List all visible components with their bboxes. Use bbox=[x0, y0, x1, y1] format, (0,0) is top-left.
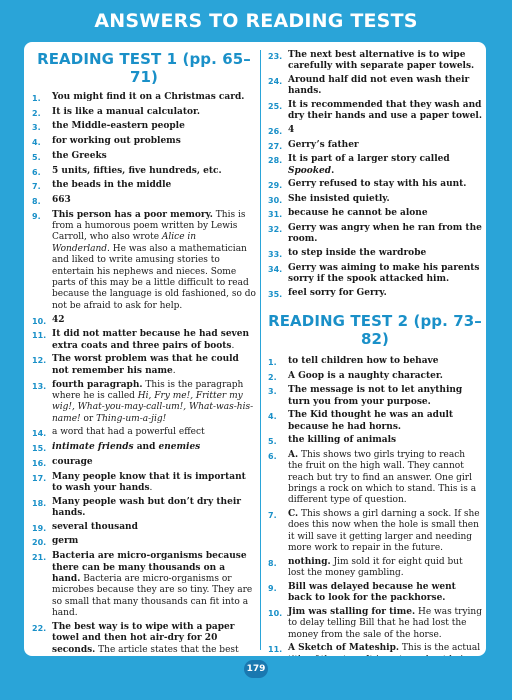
answer-text bbox=[288, 140, 482, 152]
answer-number: 5. bbox=[32, 152, 41, 162]
answer-text bbox=[288, 194, 482, 206]
answer-text-segment: Bill was delayed because he went back to look for the packhorse. bbox=[288, 581, 456, 604]
answer-number: 20. bbox=[32, 538, 47, 548]
answer-item bbox=[268, 154, 482, 177]
answer-text bbox=[288, 371, 482, 383]
answer-text-segment: Gerry was angry when he ran from the room. bbox=[288, 222, 482, 245]
answer-item bbox=[32, 536, 256, 548]
answer-text bbox=[52, 195, 256, 207]
answer-text-segment: C. bbox=[288, 508, 299, 519]
answer-number: 35. bbox=[268, 289, 283, 299]
answer-number: 2. bbox=[268, 372, 277, 382]
answer-text-segment: The worst problem was that he could not remember his name bbox=[52, 354, 239, 376]
answer-text-segment: and bbox=[133, 442, 159, 453]
answer-number: 15. bbox=[32, 444, 47, 454]
answer-text-segment: the Middle-eastern people bbox=[52, 121, 185, 132]
answer-item bbox=[268, 75, 482, 98]
answer-text-segment: the killing of animals bbox=[288, 435, 397, 446]
answer-number: 12. bbox=[32, 356, 47, 366]
answer-text-segment: He was also a mathematician and liked to write amusing stories to entertain his nephews and nieces. Some parts of this may be a little difficult to read because the language is old fashioned, so do not be afraid to ask for help. bbox=[52, 243, 256, 311]
answer-item bbox=[268, 607, 482, 641]
answer-text-segment: . bbox=[149, 482, 153, 493]
answer-number: 29. bbox=[268, 181, 283, 191]
answer-text bbox=[52, 315, 256, 327]
answer-number: 4. bbox=[32, 138, 41, 148]
answer-text-segment: . bbox=[331, 165, 335, 176]
answer-text-segment: 42 bbox=[52, 314, 65, 325]
answer-item bbox=[32, 180, 256, 192]
answer-number: 1. bbox=[32, 94, 41, 103]
answer-number: 9. bbox=[268, 583, 277, 593]
answer-item bbox=[32, 354, 256, 377]
answer-number: 34. bbox=[268, 264, 283, 274]
answer-number: 14. bbox=[32, 429, 47, 439]
answer-number: 2. bbox=[32, 108, 41, 118]
answer-text bbox=[52, 136, 256, 148]
answer-item bbox=[32, 107, 256, 119]
section-heading-test-1: READING TEST 1 (pp. 65–71) bbox=[37, 50, 251, 86]
answer-number: 17. bbox=[32, 473, 47, 483]
answer-item bbox=[32, 151, 256, 163]
column-divider bbox=[260, 50, 261, 650]
answer-number: 22. bbox=[32, 623, 47, 633]
answer-text-segment: Thing-um-a-jig! bbox=[96, 413, 167, 424]
answer-text-segment: . bbox=[231, 340, 235, 351]
answer-item bbox=[268, 450, 482, 507]
answer-number: 27. bbox=[268, 141, 283, 151]
answer-number: 3. bbox=[32, 123, 41, 133]
answer-text-segment: The article states that the best bbox=[98, 644, 239, 655]
answer-text-segment: She insisted quietly. bbox=[288, 193, 390, 204]
answer-text bbox=[52, 442, 256, 454]
answer-text bbox=[52, 457, 256, 469]
answer-text bbox=[52, 121, 256, 133]
answer-text-segment: The message is not to let anything turn you from your purpose. bbox=[288, 385, 463, 407]
answer-text-segment: A Sketch of Mateship. bbox=[288, 643, 400, 654]
answer-text bbox=[52, 92, 256, 104]
answer-number: 26. bbox=[268, 127, 283, 136]
answer-item bbox=[32, 427, 256, 439]
answer-text bbox=[52, 180, 256, 192]
answer-text-segment: He was trying to delay telling Bill that he had lost the money from the sale of the horse. bbox=[288, 606, 482, 640]
answer-text bbox=[52, 166, 256, 178]
answer-text bbox=[288, 223, 482, 246]
answer-text-segment: A. bbox=[288, 449, 299, 460]
answer-text bbox=[288, 248, 482, 260]
answer-item bbox=[32, 442, 256, 454]
answer-text-segment: or bbox=[80, 413, 97, 424]
answer-item bbox=[268, 435, 482, 447]
answer-text bbox=[52, 472, 256, 495]
answer-text-segment: Jim was stalling for time. bbox=[288, 606, 416, 617]
answer-number: 28. bbox=[268, 156, 283, 166]
answer-number: 25. bbox=[268, 102, 283, 111]
answer-text-segment: It did not matter because he had seven extra coats and three pairs of boots bbox=[52, 329, 250, 351]
answer-item bbox=[32, 522, 256, 534]
answer-text-segment: You might find it on a Christmas card. bbox=[52, 92, 245, 102]
answer-text-segment: Bacteria are micro-organisms or microbes because they are so tiny. They are so small that many thousands can fit into a hand. bbox=[52, 573, 253, 619]
answer-number: 19. bbox=[32, 523, 47, 533]
answer-text-segment: Gerry refused to stay with his aunt. bbox=[288, 179, 467, 190]
answer-text-segment: to step inside the wardrobe bbox=[288, 247, 427, 258]
answer-item bbox=[268, 410, 482, 433]
answer-item bbox=[268, 288, 482, 300]
answer-item bbox=[32, 380, 256, 426]
answer-text-segment: 5 units, fifties, five hundreds, etc. bbox=[52, 165, 222, 176]
answer-text-segment: Alice in Wonderland. bbox=[52, 232, 197, 254]
section-heading-test-2: READING TEST 2 (pp. 73–82) bbox=[268, 311, 482, 348]
answer-text-segment: nothing. bbox=[288, 556, 331, 567]
answer-text bbox=[288, 450, 482, 507]
answer-text-segment: Many people wash but don’t dry their hands. bbox=[52, 496, 241, 519]
answer-text bbox=[288, 263, 482, 286]
answer-text bbox=[52, 380, 256, 426]
answer-text bbox=[52, 536, 256, 548]
answer-item bbox=[32, 457, 256, 469]
answer-list-test-1 bbox=[32, 92, 256, 656]
answer-number: 8. bbox=[32, 196, 41, 206]
answer-text bbox=[288, 50, 482, 73]
answer-text-segment: for working out problems bbox=[52, 136, 181, 147]
answer-number: 5. bbox=[268, 437, 277, 447]
answer-item bbox=[32, 136, 256, 148]
answer-text-segment: Gerry’s father bbox=[288, 139, 359, 150]
answer-text bbox=[288, 643, 482, 656]
answer-text bbox=[288, 179, 482, 191]
answer-item bbox=[268, 140, 482, 152]
answer-text bbox=[288, 288, 482, 300]
answer-text bbox=[52, 329, 256, 352]
answer-text-segment: The next best alternative is to wipe carefully with separate paper towels. bbox=[288, 50, 475, 72]
answer-text bbox=[288, 557, 482, 580]
answer-text-segment: fourth paragraph. bbox=[52, 379, 143, 390]
answer-item bbox=[268, 125, 482, 137]
answer-item bbox=[268, 223, 482, 246]
answer-number: 11. bbox=[32, 331, 47, 341]
answer-text-segment: It is like a manual calculator. bbox=[52, 106, 201, 117]
answer-item bbox=[268, 248, 482, 260]
answer-item bbox=[32, 472, 256, 495]
answer-text bbox=[52, 497, 256, 520]
answer-item bbox=[32, 551, 256, 619]
answer-item bbox=[32, 329, 256, 352]
answer-text bbox=[288, 410, 482, 433]
answer-text bbox=[288, 356, 482, 368]
answer-text bbox=[52, 622, 256, 656]
answer-text-segment: This person has a poor memory. bbox=[52, 209, 213, 220]
answer-text-segment: Bacteria are micro-organisms because there can be many thousands on a hand. bbox=[52, 551, 247, 584]
answer-number: 3. bbox=[268, 387, 277, 397]
answer-number: 4. bbox=[268, 412, 277, 422]
answer-text bbox=[52, 107, 256, 119]
answer-number: 24. bbox=[268, 77, 283, 86]
answer-number: 7. bbox=[268, 510, 277, 520]
answer-item bbox=[32, 121, 256, 133]
page-number: 179 bbox=[244, 660, 268, 678]
answer-text-segment: The Kid thought he was an adult because he had horns. bbox=[288, 410, 454, 432]
answer-text bbox=[288, 582, 482, 605]
answer-text-segment: This is the actual bbox=[401, 643, 481, 654]
answer-text-segment: Jim sold it for eight quid but lost the money gambling. bbox=[288, 556, 463, 579]
answer-text-segment: because he cannot be alone bbox=[288, 208, 428, 219]
answer-text-segment: 4 bbox=[288, 125, 295, 135]
answer-number: 18. bbox=[32, 498, 47, 508]
answer-item bbox=[32, 166, 256, 178]
answer-text-segment: Spooked bbox=[288, 165, 332, 176]
answer-text-segment: to tell children how to behave bbox=[288, 355, 439, 366]
answer-text-segment: It is part of a larger story called bbox=[288, 154, 450, 165]
answer-item bbox=[268, 179, 482, 191]
answer-item bbox=[32, 622, 256, 656]
answer-text bbox=[52, 522, 256, 534]
right-column bbox=[268, 50, 482, 656]
answer-number: 31. bbox=[268, 210, 283, 220]
answer-number: 13. bbox=[32, 381, 47, 391]
answer-item bbox=[32, 195, 256, 207]
answer-text bbox=[288, 154, 482, 177]
answer-text bbox=[52, 354, 256, 377]
answer-text-segment: several thousand bbox=[52, 521, 138, 532]
answer-text-segment: This is the paragraph where he is called bbox=[52, 379, 244, 401]
answer-number: 6. bbox=[268, 451, 277, 461]
answer-text bbox=[52, 551, 256, 619]
answer-text-segment: feel sorry for Gerry. bbox=[288, 287, 387, 298]
answer-item bbox=[268, 263, 482, 286]
answer-number: 16. bbox=[32, 458, 47, 468]
answer-item bbox=[268, 385, 482, 408]
answer-text-segment: This is from a humorous poem written by Lewis Carroll, who also wrote bbox=[52, 209, 246, 243]
answer-item bbox=[268, 50, 482, 73]
answer-text-segment: This shows a girl darning a sock. If she does this now when the hole is small then it will save it getting larger and needing more work to repair in the future. bbox=[288, 508, 480, 554]
answer-list-test-2 bbox=[268, 356, 482, 656]
answer-text-segment: enemies bbox=[158, 442, 201, 453]
answer-item bbox=[32, 497, 256, 520]
answer-number: 10. bbox=[32, 316, 47, 326]
answer-number: 9. bbox=[32, 211, 41, 221]
answer-item bbox=[268, 643, 482, 656]
answer-text-segment: courage bbox=[52, 456, 93, 467]
answer-text bbox=[288, 100, 482, 123]
answer-number: 33. bbox=[268, 249, 283, 259]
answer-number: 32. bbox=[268, 224, 283, 234]
answer-text-segment: The best way is to wipe with a paper towel and then hot air-dry for 20 seconds. bbox=[52, 621, 235, 655]
answer-item bbox=[268, 356, 482, 368]
answer-list-test-1-continued bbox=[268, 50, 482, 300]
answer-number: 8. bbox=[268, 558, 277, 568]
answer-item bbox=[32, 92, 256, 104]
answer-text-segment: the beads in the middle bbox=[52, 180, 172, 191]
answer-number: 7. bbox=[32, 182, 41, 192]
answer-text-segment: 663 bbox=[52, 194, 71, 205]
answer-text-segment: It is recommended that they wash and dry their hands and use a paper towel. bbox=[288, 100, 482, 122]
answer-text-segment: Gerry was aiming to make his parents sorry if the spook attacked him. bbox=[288, 262, 480, 284]
answer-number: 11. bbox=[268, 645, 283, 655]
answer-text-segment: Hi, Fry me!, Fritter my wig!, What-you-may-call-um!, What-was-his-name! bbox=[52, 390, 254, 424]
left-column bbox=[32, 48, 256, 656]
answer-text-segment: A Goop is a naughty character. bbox=[288, 370, 443, 381]
answer-text bbox=[288, 385, 482, 408]
answer-text-segment: . bbox=[172, 365, 176, 376]
answer-item bbox=[32, 210, 256, 313]
answer-text-segment: a word that had a powerful effect bbox=[52, 427, 205, 438]
answer-number: 21. bbox=[32, 553, 47, 563]
answer-item bbox=[268, 557, 482, 580]
answer-text bbox=[288, 435, 482, 447]
answer-text bbox=[288, 509, 482, 555]
answer-text-segment: This shows two girls trying to reach the fruit on the high wall. They cannot reach but try to find an answer. One girl brings a rock on which to stand. This is a different type of question. bbox=[288, 449, 477, 506]
answer-number: 23. bbox=[268, 52, 283, 61]
answer-text bbox=[52, 427, 256, 439]
answer-number: 30. bbox=[268, 195, 283, 205]
answer-item bbox=[268, 100, 482, 123]
answer-text-segment: intimate friends bbox=[52, 442, 134, 453]
answer-text bbox=[288, 607, 482, 641]
answer-text bbox=[52, 151, 256, 163]
answers-panel bbox=[24, 42, 486, 656]
answer-item bbox=[268, 208, 482, 220]
answer-item bbox=[268, 509, 482, 555]
answer-item bbox=[32, 315, 256, 327]
page-title: ANSWERS TO READING TESTS bbox=[94, 10, 418, 32]
answer-number: 1. bbox=[268, 357, 277, 367]
answer-number: 6. bbox=[32, 167, 41, 177]
answer-text bbox=[288, 208, 482, 220]
answer-item bbox=[268, 582, 482, 605]
answer-text-segment: Around half did not even wash their hands. bbox=[288, 75, 470, 97]
answer-item bbox=[268, 371, 482, 383]
answer-text-segment: germ bbox=[52, 536, 79, 547]
answer-text-segment: the Greeks bbox=[52, 150, 107, 161]
answer-item bbox=[268, 194, 482, 206]
answer-number: 10. bbox=[268, 608, 283, 618]
answer-text bbox=[288, 75, 482, 98]
answer-text bbox=[288, 125, 482, 137]
answer-text bbox=[52, 210, 256, 313]
answer-text-segment: Many people know that it is important to wash your hands bbox=[52, 471, 246, 493]
